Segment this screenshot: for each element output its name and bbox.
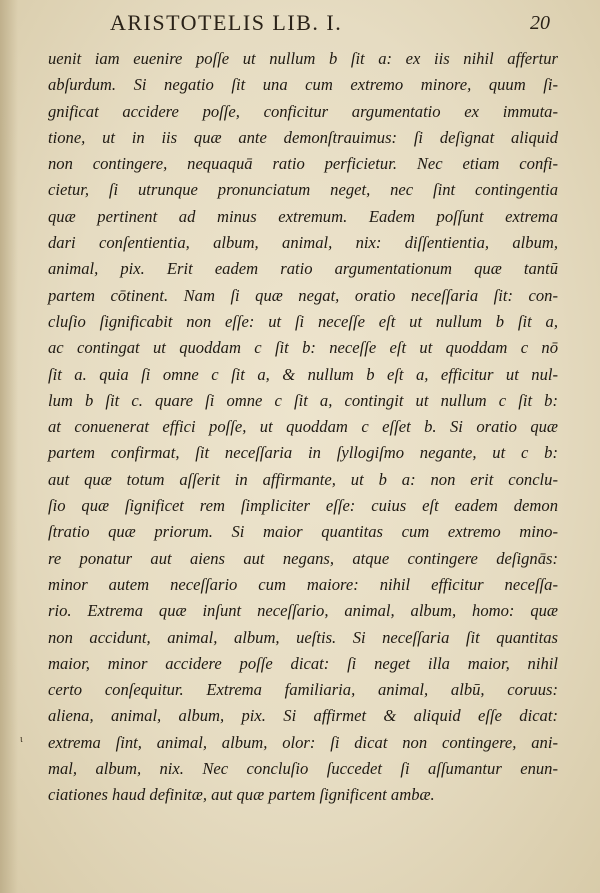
margin-mark: ɩ (20, 734, 23, 745)
text-line: ſit a. quia ſi omne c ſit a, & nullum b eſt a, efficitur ut nul- (48, 364, 558, 384)
text-line: mal, album, nix. Nec concluſio ſuccedet ſi aſſumantur enun- (48, 759, 558, 779)
text-line: extrema ſint, animal, album, olor: ſi dicat non contingere, ani- (48, 732, 558, 752)
text-line: minor autem neceſſario cum maiore: nihil efficitur neceſſa- (48, 574, 558, 594)
text-line: lum b ſit c. quare ſi omne c ſit a, contingit ut nullum c ſit b: (48, 390, 558, 410)
text-line: ſio quæ ſignificet rem ſimpliciter eſſe: cuius eſt eadem demon (48, 496, 558, 516)
text-line: animal, pix. Erit eadem ratio argumentationum quæ tantū (48, 259, 558, 279)
text-line: re ponatur aut aiens aut negans, atque contingere deſignās: (48, 548, 558, 568)
text-line: non accidunt, animal, album, ueſtis. Si neceſſaria ſit quantitas (48, 627, 558, 647)
text-line: ſtratio quæ priorum. Si maior quantitas cum extremo mino- (48, 522, 558, 542)
text-line: at conuenerat effici poſſe, ut quoddam c eſſet b. Si oratio quæ (48, 417, 558, 437)
running-title: ARISTOTELIS LIB. I. (110, 10, 343, 35)
text-line: ciationes haud definitæ, aut quæ partem ſignificent ambæ. (48, 785, 435, 805)
text-line: quæ pertinent ad minus extremum. Eadem poſſunt extrema (48, 206, 558, 226)
body-text (48, 46, 558, 809)
text-line: tione, ut in iis quæ ante demonſtrauimus: ſi deſignat aliquid (48, 127, 558, 147)
text-line: non contingere, nequaquā ratio perficietur. Nec etiam confi- (48, 154, 558, 174)
text-line: dari conſentientia, album, animal, nix: diſſentientia, album, (48, 233, 558, 253)
text-line: ac contingat ut quoddam c ſit b: neceſſe eſt ut quoddam c nō (48, 338, 558, 358)
text-line: gnificat accidere poſſe, conficitur argumentatio ex immuta- (48, 101, 558, 121)
page-number: 20 (530, 12, 550, 34)
text-line: aut quæ totum aſſerit in affirmante, ut b a: non erit conclu- (48, 469, 558, 489)
text-line: aliena, animal, album, pix. Si affirmet & aliquid eſſe dicat: (48, 706, 558, 726)
text-line: partem cōtinent. Nam ſi quæ negat, oratio neceſſaria ſit: con- (48, 285, 558, 305)
text-line: rio. Extrema quæ inſunt neceſſario, animal, album, homo: quæ (48, 601, 558, 621)
running-head (110, 10, 550, 42)
text-line: cluſio ſignificabit non eſſe: ut ſi neceſſe eſt ut nullum b ſit a, (48, 311, 558, 331)
text-line: cietur, ſi utrunque pronunciatum neget, nec ſint contingentia (48, 180, 558, 200)
text-line: certo conſequitur. Extrema familiaria, animal, albū, coruus: (48, 680, 558, 700)
text-line: uenit iam euenire poſſe ut nullum b ſit a: ex iis nihil affertur (48, 49, 558, 68)
text-line: abſurdum. Si negatio ſit una cum extremo minore, quum ſi- (48, 75, 558, 95)
text-line: maior, minor accidere poſſe dicat: ſi neget illa maior, nihil (48, 653, 558, 673)
text-line: partem confirmat, ſit neceſſaria in ſyllogiſmo negante, ut c b: (48, 443, 558, 463)
